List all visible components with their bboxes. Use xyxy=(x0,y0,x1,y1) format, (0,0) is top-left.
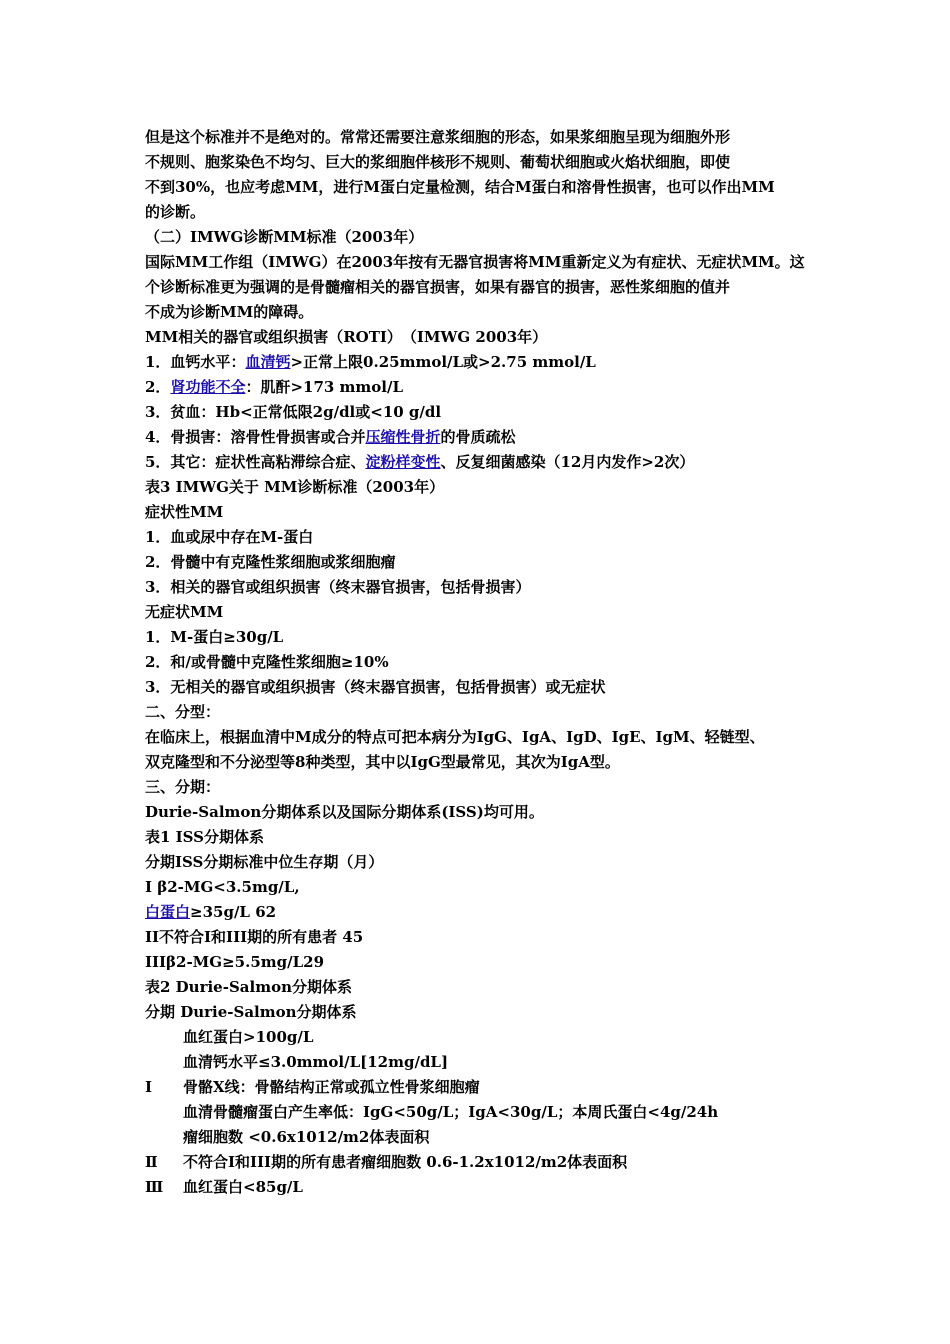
ds-criterion: 瘤细胞数 <0.6x1012/m2体表面积 xyxy=(183,1128,430,1146)
table3-title: 表3 IMWG关于 MM诊断标准（2003年） xyxy=(145,478,445,496)
section-heading-imwg: （二）IMWG诊断MM标准（2003年） xyxy=(145,228,424,246)
paragraph-line: 在临床上，根据血清中M成分的特点可把本病分为IgG、IgA、IgD、IgE、IgM、轻链型、 xyxy=(145,728,765,746)
roti-item-1-suffix: >正常上限0.25mmol/L或>2.75 mmol/L xyxy=(290,353,596,371)
roti-item-5 xyxy=(145,450,815,475)
symptomatic-item-2: 2．骨髓中有克隆性浆细胞或浆细胞瘤 xyxy=(145,553,396,571)
roti-item-5-prefix: 5．其它：症状性高粘滞综合症、 xyxy=(145,453,366,471)
asymptomatic-heading: 无症状MM xyxy=(145,603,224,621)
asymptomatic-item-3: 3．无相关的器官或组织损害（终末器官损害，包括骨损害）或无症状 xyxy=(145,678,606,696)
iss-stage-2: II不符合I和III期的所有患者 45 xyxy=(145,928,364,946)
roti-item-4-prefix: 4．骨损害：溶骨性骨损害或合并 xyxy=(145,428,366,446)
asymptomatic-item-1: 1．M-蛋白≥30g/L xyxy=(145,628,284,646)
ds-stage-2-row xyxy=(145,1150,815,1175)
typing-heading: 二、分型： xyxy=(145,703,221,721)
link-serum-calcium[interactable]: 血清钙 xyxy=(245,353,291,371)
asymptomatic-item-2: 2．和/或骨髓中克隆性浆细胞≥10% xyxy=(145,653,389,671)
roti-item-3: 3．贫血：Hb<正常低限2g/dl或<10 g/dl xyxy=(145,403,442,421)
symptomatic-item-3: 3．相关的器官或组织损害（终末器官损害，包括骨损害） xyxy=(145,578,531,596)
paragraph-line: Durie-Salmon分期体系以及国际分期体系(ISS)均可用。 xyxy=(145,803,544,821)
ds-stage-3-label: Ⅲ xyxy=(145,1178,164,1196)
link-compression-fracture[interactable]: 压缩性骨折 xyxy=(365,428,441,446)
link-albumin[interactable]: 白蛋白 xyxy=(145,903,191,921)
roti-item-5-suffix: 、反复细菌感染（12月内发作>2次） xyxy=(440,453,695,471)
symptomatic-item-1: 1．血或尿中存在M-蛋白 xyxy=(145,528,314,546)
ds-criterion: 血清骨髓瘤蛋白产生率低：IgG<50g/L；IgA<30g/L；本周氏蛋白<4g/24h xyxy=(183,1103,719,1121)
ds-stage-2-text: 不符合I和III期的所有患者瘤细胞数 0.6-1.2x1012/m2体表面积 xyxy=(183,1153,628,1171)
paragraph-line: 国际MM工作组（IMWG）在2003年按有无器官损害将MM重新定义为有症状、无症状MM。这 xyxy=(145,253,805,271)
table1-header: 分期ISS分期标准中位生存期（月） xyxy=(145,853,384,871)
ds-stage-1-label: Ⅰ xyxy=(145,1078,153,1096)
ds-stage-1-row xyxy=(145,1075,815,1100)
ds-criterion: 血清钙水平≤3.0mmol/L[12mg/dL] xyxy=(183,1053,449,1071)
paragraph-line: 不规则、胞浆染色不均匀、巨大的浆细胞伴核形不规则、葡萄状细胞或火焰状细胞，即使 xyxy=(145,153,731,171)
paragraph-line: 双克隆型和不分泌型等8种类型，其中以IgG型最常见，其次为IgA型。 xyxy=(145,753,620,771)
ds-stage-1-text: 骨骼X线：骨骼结构正常或孤立性骨浆细胞瘤 xyxy=(183,1078,480,1096)
iss-stage-3: IIIβ2-MG≥5.5mg/L29 xyxy=(145,953,325,971)
ds-stage-3-text: 血红蛋白<85g/L xyxy=(183,1178,303,1196)
symptomatic-heading: 症状性MM xyxy=(145,503,224,521)
link-renal-insufficiency[interactable]: 肾功能不全 xyxy=(170,378,246,396)
roti-item-1-prefix: 1．血钙水平： xyxy=(145,353,246,371)
roti-item-1 xyxy=(145,350,815,375)
table2-title: 表2 Durie-Salmon分期体系 xyxy=(145,978,352,996)
ds-stage-2-label: Ⅱ xyxy=(145,1153,158,1171)
ds-stage-3-row xyxy=(145,1175,815,1200)
paragraph-line: 的诊断。 xyxy=(145,203,206,221)
section-heading-roti: MM相关的器官或组织损害（ROTI） （IMWG 2003年） xyxy=(145,328,548,346)
roti-item-4-suffix: 的骨质疏松 xyxy=(440,428,516,446)
table2-header: 分期 Durie-Salmon分期体系 xyxy=(145,1003,357,1021)
paragraph-line: 不到30%，也应考虑MM，进行M蛋白定量检测，结合M蛋白和溶骨性损害，也可以作出MM xyxy=(145,178,775,196)
ds-criterion: 血红蛋白>100g/L xyxy=(183,1028,314,1046)
link-amyloidosis[interactable]: 淀粉样变性 xyxy=(365,453,441,471)
roti-item-2 xyxy=(145,375,815,400)
paragraph-line: 但是这个标准并不是绝对的。常常还需要注意浆细胞的形态，如果浆细胞呈现为细胞外形 xyxy=(145,128,731,146)
iss-stage-1: I β2-MG<3.5mg/L, xyxy=(145,878,300,896)
document-page xyxy=(145,125,815,1200)
roti-item-2-prefix: 2． xyxy=(145,378,171,396)
iss-stage-1-albumin-suffix: ≥35g/L 62 xyxy=(190,903,277,921)
staging-heading: 三、分期： xyxy=(145,778,221,796)
roti-item-2-suffix: ：肌酐>173 mmol/L xyxy=(245,378,404,396)
iss-stage-1-albumin xyxy=(145,900,815,925)
table1-title: 表1 ISS分期体系 xyxy=(145,828,265,846)
roti-item-4 xyxy=(145,425,815,450)
paragraph-line: 不成为诊断MM的障碍。 xyxy=(145,303,314,321)
paragraph-line: 个诊断标准更为强调的是骨髓瘤相关的器官损害，如果有器官的损害，恶性浆细胞的值并 xyxy=(145,278,731,296)
